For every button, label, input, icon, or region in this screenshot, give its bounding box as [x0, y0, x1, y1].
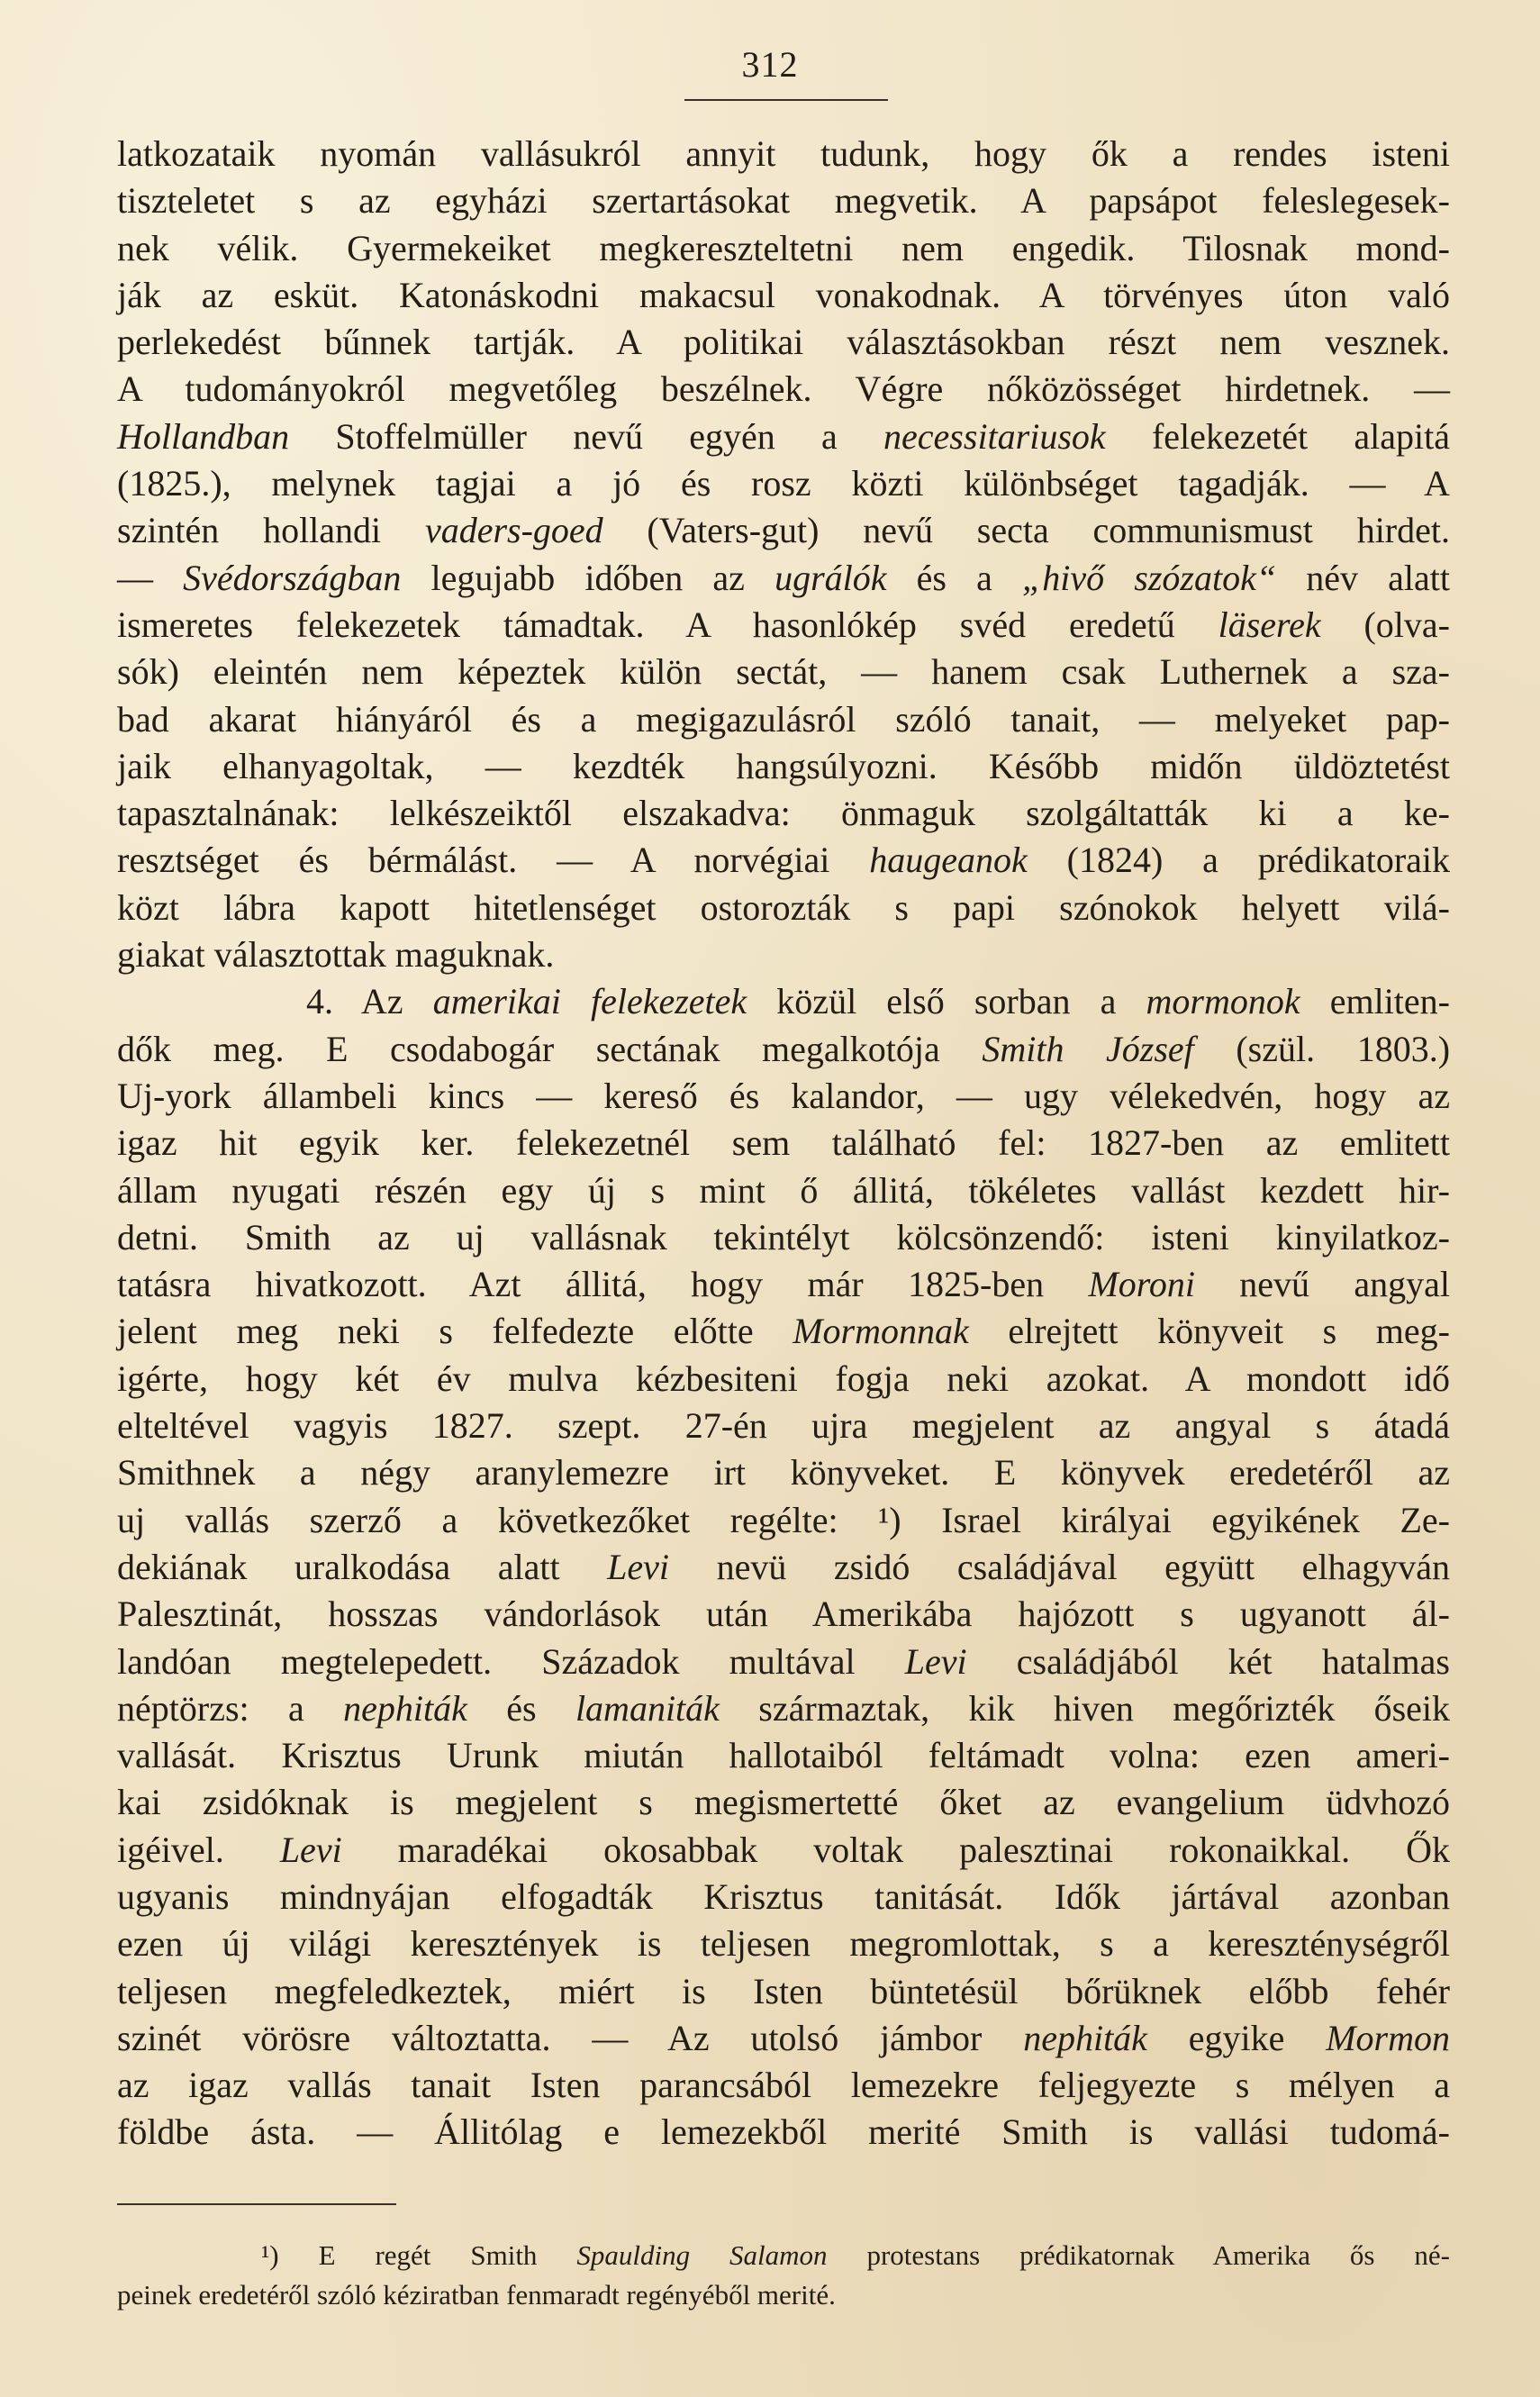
- text-line: uj vallás szerző a következőket regélte: ¹) Israel királyai egyikének Ze-: [117, 1499, 1450, 1540]
- text-line: perlekedést bűnnek tartják. A politikai választásokban részt nem vesznek.: [117, 322, 1450, 363]
- text-line: igérte, hogy két év mulva kézbesiteni fogja neki azokat. A mondott idő: [117, 1357, 1450, 1399]
- text-line: Hollandban Stoffelmüller nevű egyén a necessitariusok felekezetét alapitá: [117, 415, 1450, 457]
- text-line: jaik elhanyagoltak, — kezdték hangsúlyozni. Később midőn üldöztetést: [117, 745, 1450, 786]
- text-line: (1825.), melynek tagjai a jó és rosz közti különbséget tagadják. — A: [117, 463, 1450, 504]
- text-line: igéivel. Levi maradékai okosabbak voltak palesztinai rokonaikkal. Ők: [117, 1829, 1450, 1870]
- text-line: szinét vörösre változtatta. — Az utolsó jámbor nephiták egyike Mormon: [117, 2017, 1451, 2058]
- body-text: [117, 131, 1450, 2156]
- text-line: tiszteletet s az egyházi szertartásokat megvetik. A papsápot feleslegesek-: [117, 180, 1450, 222]
- text-line: giakat választottak maguknak.: [117, 934, 555, 976]
- text-line: nek vélik. Gyermekeiket megkereszteltetni nem engedik. Tilosnak mond-: [117, 227, 1450, 268]
- text-line: dekiának uralkodása alatt Levi nevü zsidó családjával együtt elhagyván: [117, 1546, 1451, 1587]
- text-line: Smithnek a négy aranylemezre irt könyveket. E könyvek eredetéről az: [117, 1452, 1450, 1494]
- text-line: A tudományokról megvetőleg beszélnek. Végre nőközösséget hirdetnek. —: [117, 368, 1450, 410]
- text-line: dők meg. E csodabogár sectának megalkotója Smith József (szül. 1803.): [117, 1028, 1451, 1069]
- text-line: kai zsidóknak is megjelent s megismertetté őket az evangelium üdvhozó: [117, 1782, 1450, 1823]
- text-line: elteltével vagyis 1827. szept. 27-én ujra megjelent az angyal s átadá: [117, 1405, 1450, 1447]
- text-line: néptörzs: a nephiták és lamaniták származtak, kik hiven megőrizték őseik: [117, 1687, 1451, 1729]
- text-line: sók) eleintén nem képeztek külön sectát, — hanem csak Luthernek a sza-: [117, 651, 1450, 693]
- footnote: [117, 2236, 1450, 2315]
- text-line: Palesztinát, hosszas vándorlások után Amerikába hajózott s ugyanott ál-: [117, 1593, 1450, 1635]
- footnote-text-line-2: peinek eredetéről szóló kéziratban fenmaradt regényéből merité.: [117, 2279, 836, 2311]
- text-line: szintén hollandi vaders-goed (Vaters-gut) nevű secta communismust hirdet.: [117, 510, 1450, 551]
- text-line: — Svédországban legujabb időben az ugrálók és a „hivő szózatok“ név alatt: [117, 557, 1451, 598]
- text-line: tatásra hivatkozott. Azt állitá, hogy már 1825-ben Moroni nevű angyal: [117, 1264, 1451, 1305]
- text-line: ják az esküt. Katonáskodni makacsul vonakodnak. A törvényes úton való: [117, 274, 1450, 315]
- text-line: vallását. Krisztus Urunk miután hallotaiból feltámadt volna: ezen ameri-: [117, 1735, 1450, 1776]
- text-line: teljesen megfeledkeztek, miért is Isten büntetésül bőrüknek előbb fehér: [117, 1970, 1450, 2011]
- text-line: bad akarat hiányáról és a megigazulásról szóló tanait, — melyeket pap-: [117, 698, 1450, 740]
- header-rule: [684, 99, 888, 101]
- text-line: tapasztalnának: lelkészeiktől elszakadva: önmaguk szolgáltatták ki a ke-: [117, 793, 1450, 834]
- text-line: ugyanis mindnyájan elfogadták Krisztus tanitását. Idők jártával azonban: [117, 1875, 1450, 1917]
- text-line: az igaz vallás tanait Isten parancsából lemezekre feljegyezte s mélyen a: [117, 2065, 1450, 2106]
- text-line: resztséget és bérmálást. — A norvégiai haugeanok (1824) a prédikatoraik: [117, 840, 1451, 881]
- text-line: földbe ásta. — Állitólag e lemezekből merité Smith is vallási tudomá-: [117, 2111, 1450, 2153]
- text-line: jelent meg neki s felfedezte előtte Mormonnak elrejtett könyveit s meg-: [117, 1311, 1450, 1352]
- text-line: igaz hit egyik ker. felekezetnél sem található fel: 1827-ben az emlitett: [117, 1122, 1450, 1164]
- footnote-marker: ¹): [261, 2239, 279, 2271]
- text-line: landóan megtelepedett. Századok multával Levi családjából két hatalmas: [117, 1640, 1450, 1682]
- text-line: latkozataik nyomán vallásukról annyit tudunk, hogy ők a rendes isteni: [117, 133, 1450, 174]
- footnote-line: [117, 2236, 1450, 2275]
- text-line: Uj-york állambeli kincs — kereső és kalandor, — ugy vélekedvén, hogy az: [117, 1075, 1450, 1116]
- text-line: ezen új világi keresztények is teljesen megromlottak, s a kereszténységről: [117, 1923, 1450, 1965]
- text-line: ismeretes felekezetek támadtak. A hasonlókép svéd eredetű läserek (olva-: [117, 604, 1450, 645]
- text-line: közt lábra kapott hitetlenséget ostorozták s papi szónokok helyett vilá-: [117, 886, 1450, 928]
- text-line: detni. Smith az uj vallásnak tekintélyt kölcsönzendő: isteni kinyilatkoz-: [117, 1216, 1450, 1258]
- text-line: állam nyugati részén egy új s mint ő állitá, tökéletes vallást kezdett hir-: [117, 1169, 1450, 1211]
- page-number: 312: [741, 44, 799, 85]
- footnote-rule: [117, 2203, 396, 2205]
- footnote-text-line-1: E regét Smith Spaulding Salamon protestans prédikatornak Amerika ős né-: [318, 2239, 1450, 2271]
- text-line: 4. Az amerikai felekezetek közül első sorban a mormonok emliten-: [306, 981, 1450, 1022]
